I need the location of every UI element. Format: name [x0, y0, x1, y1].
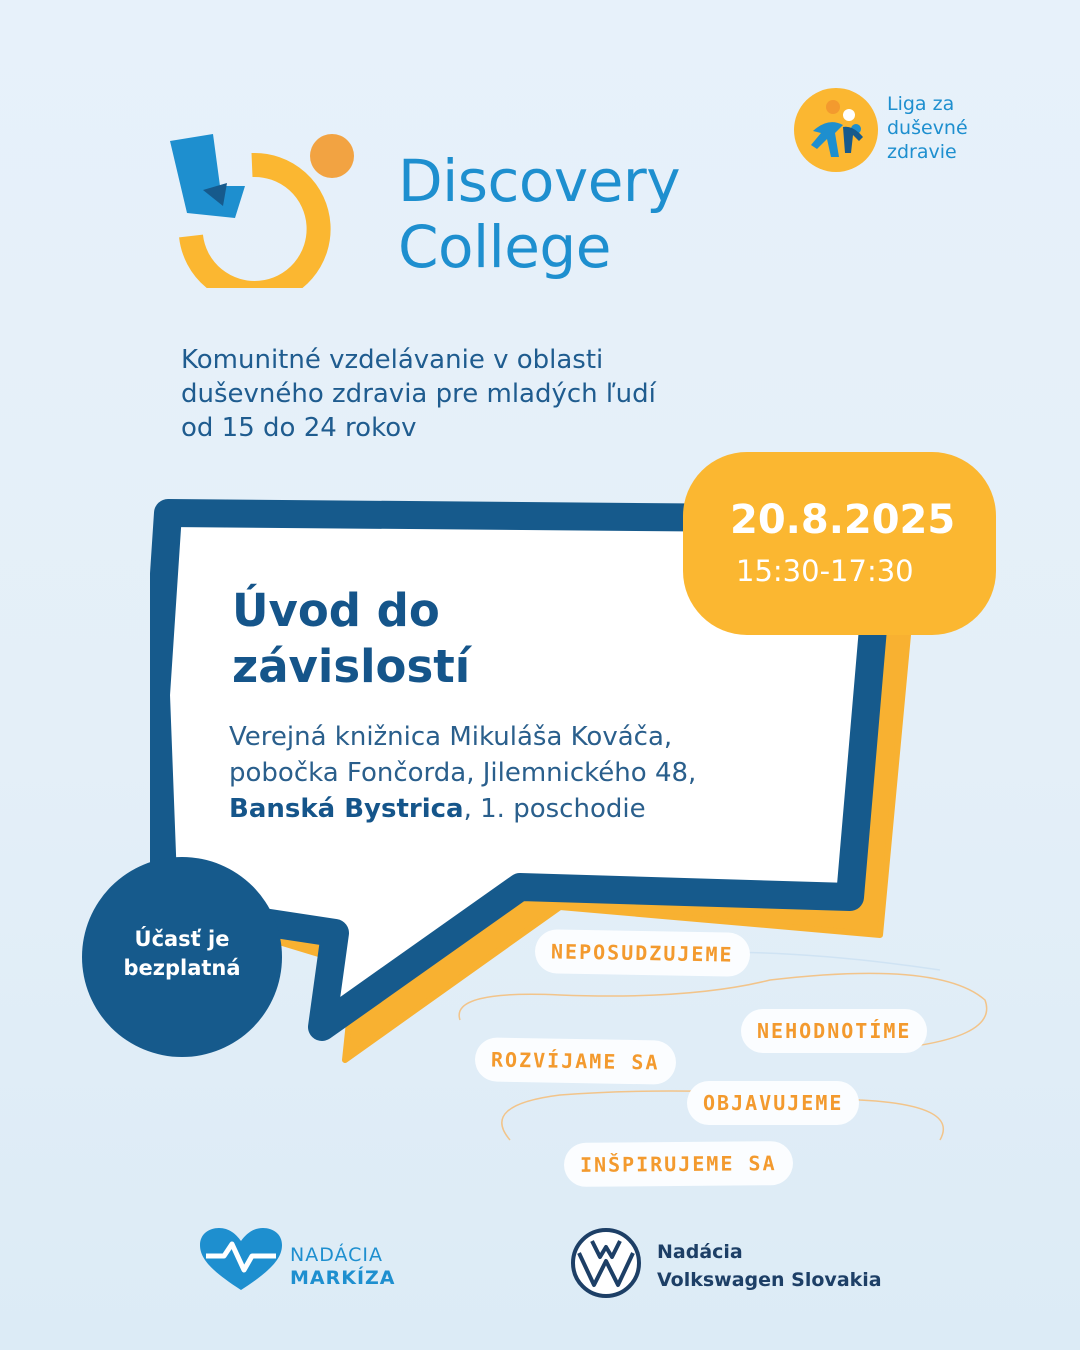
partner-line3: zdravie	[887, 141, 957, 163]
vw-line1: Nadácia	[657, 1241, 743, 1263]
volkswagen-logo-icon	[570, 1227, 642, 1299]
subtitle	[181, 343, 821, 445]
liga-logo-icon	[793, 87, 879, 173]
venue-line2: pobočka Fončorda, Jilemnického 48,	[229, 758, 697, 788]
discovery-college-logo-icon	[165, 128, 365, 288]
date-badge	[683, 452, 996, 635]
event-title-line2: závislostí	[232, 640, 471, 693]
brand-title-line2: College	[398, 213, 611, 281]
free-badge-line2: bezplatná	[123, 956, 241, 980]
venue-floor: , 1. poschodie	[463, 794, 646, 824]
partner-line1: Liga za	[887, 93, 955, 115]
markiza-heart-icon	[200, 1228, 282, 1292]
tag-nehodnotime: NEHODNOTÍME	[741, 1009, 927, 1053]
free-badge-text	[82, 925, 282, 983]
tag-neposudzujeme: NEPOSUDZUJEME	[535, 929, 750, 977]
subtitle-line3: od 15 do 24 rokov	[181, 413, 417, 443]
markiza-line2: MARKÍZA	[290, 1267, 396, 1289]
venue-line3	[229, 791, 696, 827]
venue-address	[229, 719, 696, 827]
tag-rozvijame-sa: ROZVÍJAME SA	[475, 1037, 676, 1084]
event-time: 15:30-17:30	[736, 554, 914, 588]
markiza-line1: NADÁCIA	[290, 1244, 384, 1266]
brand-title-line1: Discovery	[398, 147, 681, 215]
venue-line1: Verejná knižnica Mikuláša Kováča,	[229, 722, 673, 752]
partner-line2: duševné	[887, 117, 968, 139]
event-title	[232, 583, 470, 695]
event-title-line1: Úvod do	[232, 584, 440, 637]
event-date: 20.8.2025	[730, 497, 956, 543]
subtitle-line2: duševného zdravia pre mladých ľudí	[181, 379, 656, 409]
venue-city: Banská Bystrica	[229, 794, 464, 824]
vw-line2: Volkswagen Slovakia	[657, 1269, 882, 1291]
brand-title	[398, 148, 680, 280]
partner-name	[887, 92, 968, 164]
volkswagen-name	[657, 1238, 882, 1294]
markiza-name	[290, 1244, 396, 1290]
tag-objavujeme: OBJAVUJEME	[687, 1081, 859, 1125]
free-badge-line1: Účasť je	[134, 927, 230, 951]
subtitle-line1: Komunitné vzdelávanie v oblasti	[181, 345, 604, 375]
tag-inspirujeme-sa: INŠPIRUJEME SA	[564, 1141, 793, 1187]
